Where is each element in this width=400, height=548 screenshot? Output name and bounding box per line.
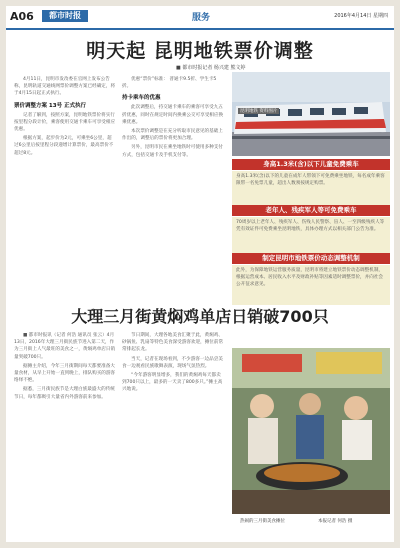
story2-column-1 xyxy=(14,332,116,532)
story1-byline: ■ 都市时报记者 杨兴建 熊文婷 xyxy=(176,65,246,71)
food-stall-photo xyxy=(232,348,390,514)
subheading: 持卡乘车的优惠 xyxy=(122,95,161,102)
paragraph: 本次票价调整是在充分听取市民意见的基础上作出的，调整后的票价将更加合理。 xyxy=(122,129,223,142)
newspaper-logo: 都市时报 xyxy=(42,10,88,22)
box1-text: 身高1.3米(含)以下的儿童在成年人带领下可免费乘坐地铁，每名成年乘客限带一名免票儿童，超出人数须按规定购票。 xyxy=(232,171,390,205)
paragraph: 据悉，三月街民族节是大理白族最盛大的传统节日，每年都吸引大量省内外游客前来参加。 xyxy=(14,387,115,400)
paragraph: 此次调整后，持交通卡乘车的乘客可享受九五折优惠，同时在规定时间内换乘公交可享受相应换乘优惠。 xyxy=(122,105,224,125)
paragraph: 据摊主介绍，今年三月街期间每天都要准备大量食材，从早上开始一直到晚上，排队购买的游客络绎不绝。 xyxy=(14,363,116,384)
photo-credit: 本报记者 何浩 摄 xyxy=(318,519,353,524)
story1-headline: 明天起 昆明地铁票价调整 xyxy=(86,40,314,62)
metro-train-photo xyxy=(232,72,390,156)
story2-column-2 xyxy=(122,332,224,532)
photo-caption: 昆明地铁 资料图片 xyxy=(240,109,278,114)
story1-column-2 xyxy=(122,76,224,300)
box3-title-band: 制定昆明市地铁票价动态调整机制 xyxy=(232,253,390,264)
page-header xyxy=(6,6,394,30)
paragraph: 根据方案，起步价为2元，可乘坐6公里，超过6公里后按里程分段递增计算票价，最高票价不超过8元。 xyxy=(14,136,114,156)
subheading: 票价调整方案 13号 正式执行 xyxy=(14,102,86,109)
paragraph: 节日期间，大理各地美食汇聚于此，黄焖鸡、砂锅鱼、乳扇等特色美食深受游客欢迎，摊位前常常排起长龙。 xyxy=(122,333,224,353)
newspaper-page xyxy=(6,6,394,542)
paragraph: 另外，昆明市民在乘坐地铁时可使用多种支付方式，包括交通卡及手机支付等。 xyxy=(122,145,223,158)
box2-title-band: 老年人、残疾军人等可免费乘车 xyxy=(232,205,390,216)
paragraph: “今年游客明显增多，我们的黄焖鸡每天都卖到700只以上，最多的一天卖了800多只。”摊主高兴地说。 xyxy=(122,373,223,393)
photo-caption: 热闹的三月街美食摊位 xyxy=(240,519,285,524)
story2-headline: 大理三月街黄焖鸡单店日销破700只 xyxy=(71,307,329,326)
paragraph: 当天，记者在现场看到，不少游客一边品尝美食一边观看民族歌舞表演，现场气氛热烈。 xyxy=(122,356,223,369)
box1-title-band: 身高1.3米(含)以下儿童免费乘车 xyxy=(232,159,390,170)
page-number: A06 xyxy=(10,10,34,23)
paragraph: 4月11日，昆明市发改委在官网上发布公告称，昆明轨道交通线网票价调整方案已经确定，将于4月15日起正式执行。 xyxy=(14,77,116,97)
box2-text: 70周岁以上老年人、残疾军人、伤残人民警察、盲人、一至四级残疾人等凭有效证件可免费乘坐昆明地铁，具体办理方式以相关部门公告为准。 xyxy=(232,217,390,253)
story1-column-1 xyxy=(14,76,116,300)
food-stall-illustration xyxy=(232,348,390,514)
paragraph: ■ 都市时报讯（记者 何浩 通讯员 张云）4月13日，2016年大理三月街民族节进入第二天，作为三月街上人气最旺的美食之一，黄焖鸡单店日销量突破700只。 xyxy=(14,333,116,360)
section-name: 服务 xyxy=(192,13,211,23)
issue-date: 2016年4月14日 星期四 xyxy=(334,13,388,19)
paragraph: 优惠“票价”标准： 普通卡9.5折、学生卡5折。 xyxy=(122,77,217,90)
paragraph: 记者了解到，按照方案，昆明地铁票价将实行按里程分段计价，乘客使用交通卡乘车可享受相应优惠。 xyxy=(14,112,116,133)
box3-text: 此外，为保障地铁运营服务质量，昆明市将建立地铁票价动态调整机制，根据运营成本、居民收入水平及财政补贴等因素适时调整票价，并向社会公开征求意见。 xyxy=(232,265,390,305)
metro-train-illustration xyxy=(232,72,390,156)
